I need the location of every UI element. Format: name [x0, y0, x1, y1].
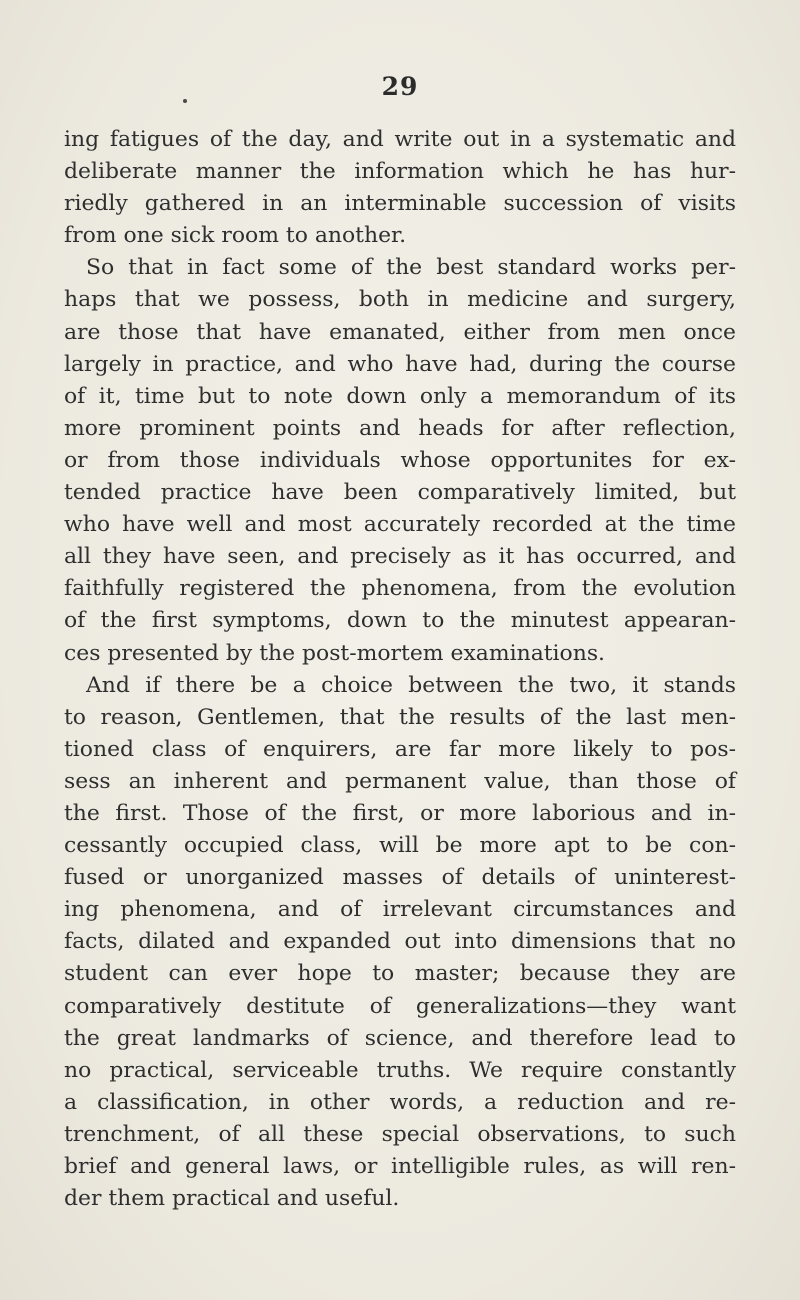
- text-line: the great landmarks of science, and therefore lead to: [64, 1025, 736, 1051]
- text-line: cessantly occupied class, will be more apt to be con-: [64, 833, 736, 859]
- text-line: tioned class of enquirers, are far more likely to pos-: [64, 736, 736, 762]
- text-line: who have well and most accurately recorded at the time: [64, 512, 736, 538]
- text-line: all they have seen, and precisely as it has occurred, and: [64, 544, 736, 570]
- text-line: to reason, Gentlemen, that the results of the last men-: [64, 704, 736, 730]
- text-line: riedly gathered in an interminable succession of visits: [64, 191, 736, 217]
- page-number: 29: [381, 72, 419, 101]
- text-line: more prominent points and heads for after reflection,: [64, 415, 736, 441]
- text-line: of it, time but to note down only a memorandum of its: [64, 383, 736, 409]
- text-line: faithfully registered the phenomena, from the evolution: [64, 576, 736, 602]
- text-line: comparatively destitute of generalizations—they want: [64, 993, 736, 1019]
- ink-speck: [183, 99, 187, 103]
- text-line: trenchment, of all these special observations, to such: [64, 1121, 736, 1147]
- text-line: sess an inherent and permanent value, than those of: [64, 768, 736, 794]
- text-line: or from those individuals whose opportunites for ex-: [64, 447, 736, 473]
- paragraph-start-line: And if there be a choice between the two, it stands: [86, 672, 736, 698]
- text-line: facts, dilated and expanded out into dimensions that no: [64, 929, 736, 955]
- text-line: deliberate manner the information which he has hur-: [64, 159, 736, 185]
- body-text: [64, 124, 736, 1215]
- paragraph-end-line: ces presented by the post-mortem examinations.: [64, 640, 606, 666]
- paragraph-start-line: So that in fact some of the best standard works per-: [86, 255, 736, 281]
- text-line: ing fatigues of the day, and write out in a systematic and: [64, 127, 736, 152]
- text-line: student can ever hope to master; because they are: [64, 961, 736, 987]
- text-line: no practical, serviceable truths. We require constantly: [64, 1057, 736, 1083]
- text-line: ing phenomena, and of irrelevant circumstances and: [64, 897, 736, 923]
- text-line: tended practice have been comparatively limited, but: [64, 480, 736, 506]
- text-line: brief and general laws, or intelligible rules, as will ren-: [64, 1154, 736, 1179]
- text-line: of the first symptoms, down to the minutest appearan-: [64, 608, 736, 634]
- text-line: are those that have emanated, either from men once: [64, 319, 736, 345]
- paragraph-end-line: der them practical and useful.: [64, 1186, 400, 1212]
- text-line: largely in practice, and who have had, during the course: [64, 351, 736, 377]
- paragraph-end-line: from one sick room to another.: [64, 223, 407, 249]
- text-line: the first. Those of the first, or more laborious and in-: [64, 800, 736, 826]
- text-line: a classification, in other words, a reduction and re-: [64, 1089, 736, 1115]
- text-line: haps that we possess, both in medicine and surgery,: [64, 287, 736, 313]
- text-line: fused or unorganized masses of details of uninterest-: [64, 865, 736, 891]
